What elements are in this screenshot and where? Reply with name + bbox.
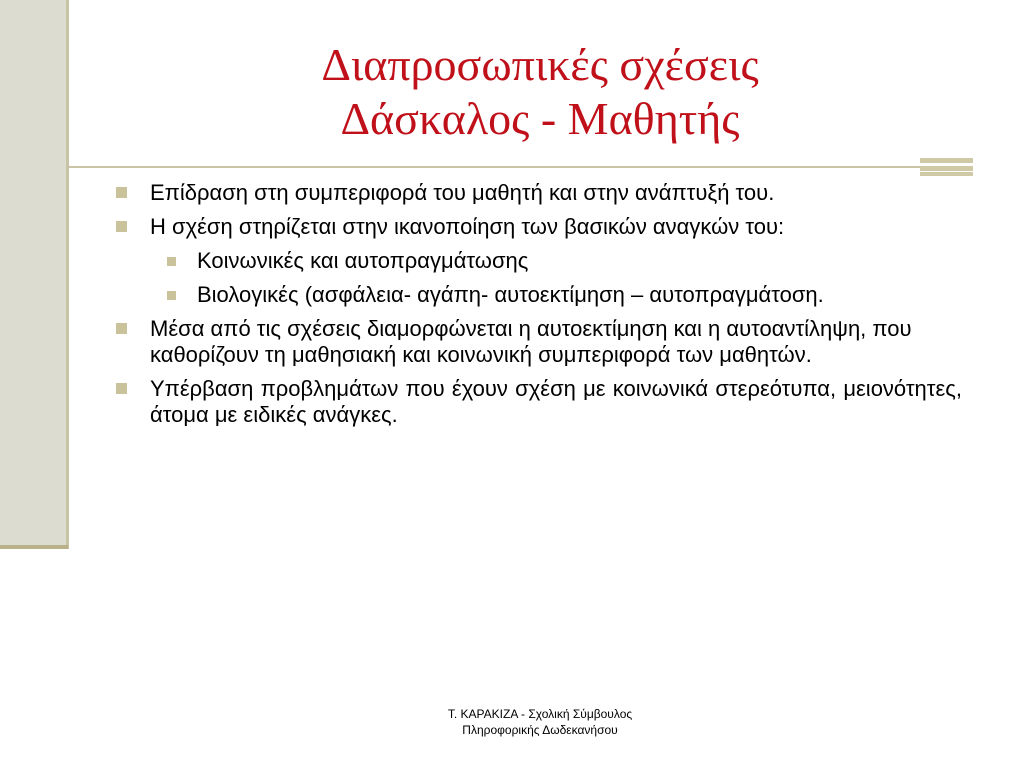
slide-body [112,180,962,436]
sub-bullet-item [112,282,962,308]
sidebar-decoration [0,0,68,547]
sub-bullet-text: Βιολογικές (ασφάλεια- αγάπη- αυτοεκτίμηση – αυτοπραγμάτοση. [197,282,824,307]
bullet-text: Μέσα από τις σχέσεις διαμορφώνεται η αυτοεκτίμηση και η αυτοαντίληψη, που καθορίζουν τη μαθησιακή και κοινωνική συμπεριφορά των μαθητών. [150,316,912,367]
bullet-text: Επίδραση στη συμπεριφορά του μαθητή και στην ανάπτυξή του. [150,180,775,205]
slide-title [140,38,940,146]
bullet-item [112,316,962,368]
bullet-item [112,214,962,240]
sidebar-bottom-line [0,545,68,549]
footer-line-2: Πληροφορικής Δωδεκανήσου [462,723,618,737]
sidebar-edge-line [66,0,69,549]
square-bullet-icon [116,383,127,394]
square-bullet-icon [116,323,127,334]
title-line-1: Διαπροσωπικές σχέσεις [321,39,759,90]
title-divider [68,166,924,168]
bullet-item [112,180,962,206]
square-bullet-icon [116,187,127,198]
square-bullet-icon [167,257,176,266]
square-bullet-icon [167,291,176,300]
bullet-item [112,376,962,428]
footer-line-1: Τ. ΚΑΡΑΚΙΖΑ - Σχολική Σύμβουλος [447,707,633,721]
slide-footer [380,706,700,738]
title-line-2: Δάσκαλος - Μαθητής [340,93,740,144]
square-bullet-icon [116,221,127,232]
title-divider-accent [920,158,973,176]
bullet-text: Η σχέση στηρίζεται στην ικανοποίηση των βασικών αναγκών του: [150,214,785,239]
sub-bullet-text: Κοινωνικές και αυτοπραγμάτωσης [197,248,529,273]
sub-bullet-item [112,248,962,274]
bullet-text: Υπέρβαση προβλημάτων που έχουν σχέση με κοινωνικά στερεότυπα, μειονότητες, άτομα με ειδικές ανάγκες. [150,376,962,427]
